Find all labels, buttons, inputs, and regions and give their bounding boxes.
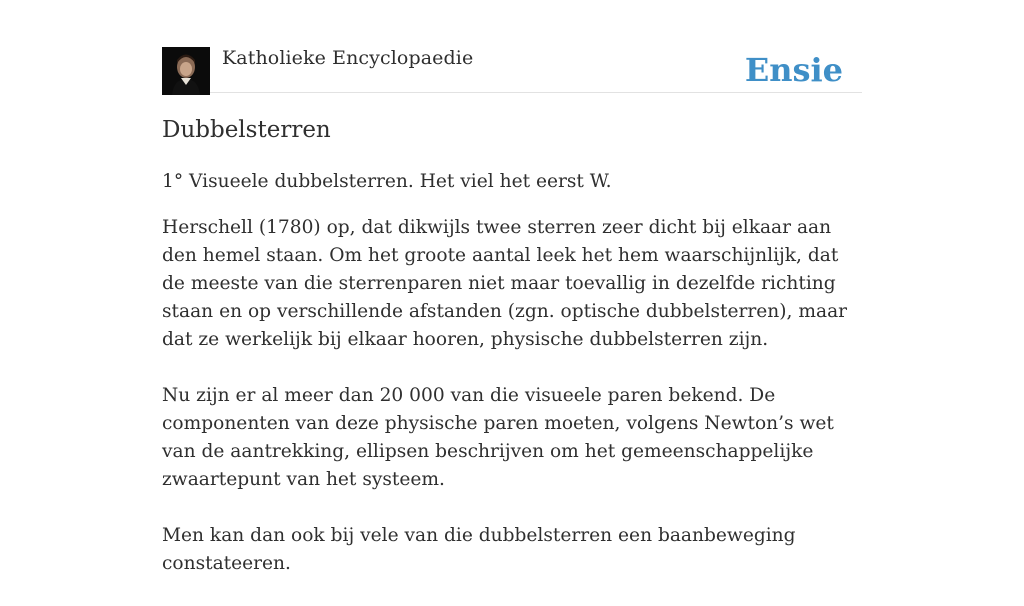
page-title: Dubbelsterren	[162, 117, 331, 143]
paragraph: Nu zijn er al meer dan 20 000 van die visueele paren bekend. De componenten van deze physische paren moeten, volgens Newton’s wet van de aantrekking, ellipsen beschrijven om het gemeenschappelijke zwaartepunt van het systeem.	[162, 385, 834, 490]
portrait-icon	[162, 47, 210, 95]
page	[162, 0, 862, 574]
brand-logo[interactable]: Ensie	[744, 51, 843, 89]
paragraph: Herschell (1780) op, dat dikwijls twee sterren zeer dicht bij elkaar aan den hemel staan. Om het groote aantal leek het hem waarschijnlijk, dat de meeste van die sterrenparen niet maar toevallig in dezelfde richting staan en op verschillende afstanden (zgn. optische dubbelsterren), maar dat ze werkelijk bij elkaar hooren, physische dubbelsterren zijn.	[162, 217, 848, 350]
site-name[interactable]: Katholieke Encyclopaedie	[222, 47, 474, 69]
avatar[interactable]	[162, 47, 210, 95]
paragraph: Men kan dan ook bij vele van die dubbelsterren een baanbeweging constateeren.	[162, 525, 796, 574]
site-header	[162, 0, 862, 93]
article-body	[162, 168, 862, 606]
paragraph: 1° Visueele dubbelsterren. Het viel het eerst W.	[162, 171, 612, 192]
